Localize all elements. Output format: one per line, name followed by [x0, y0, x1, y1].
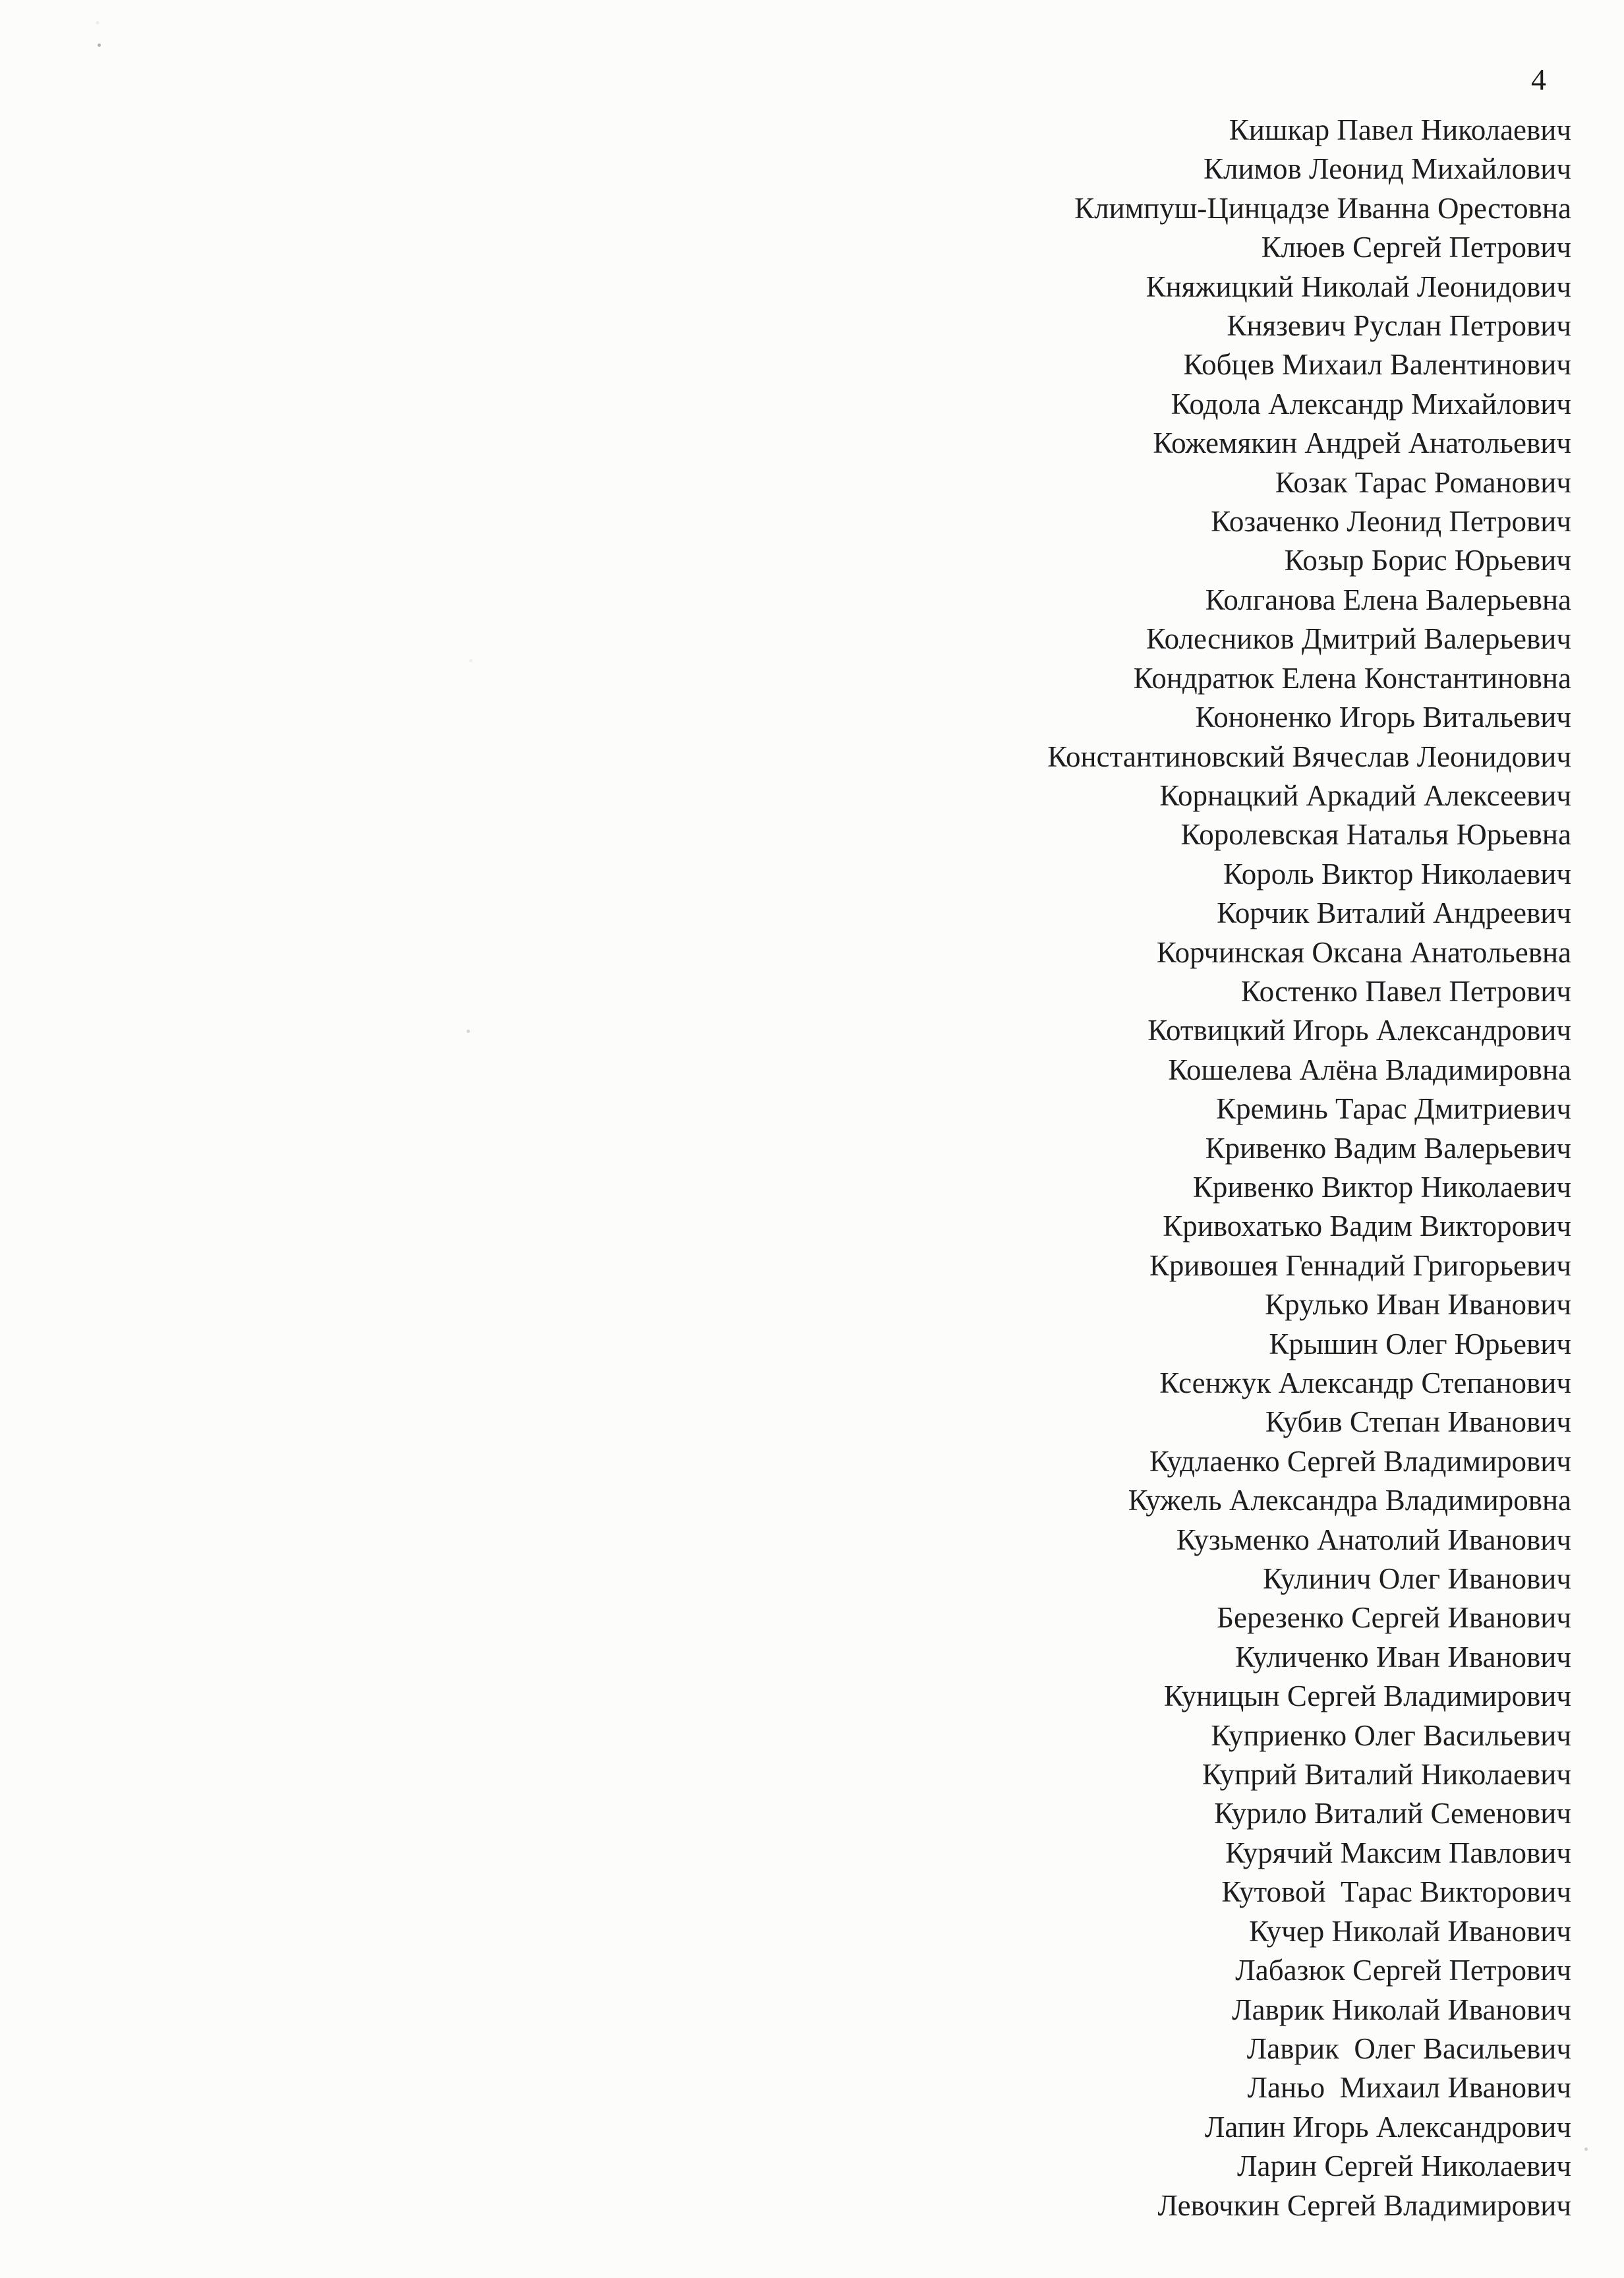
list-item: Березенко Сергей Иванович	[1217, 1601, 1571, 1635]
list-item: Кондратюк Елена Константиновна	[1133, 661, 1571, 695]
list-item: Куницын Сергей Владимирович	[1163, 1679, 1571, 1713]
list-item: Корнацкий Аркадий Алексеевич	[1159, 778, 1571, 812]
list-item: Кононенко Игорь Витальевич	[1195, 701, 1571, 734]
list-item: Лабазюк Сергей Петрович	[1235, 1954, 1571, 1987]
list-item: Кудлаенко Сергей Владимирович	[1149, 1444, 1571, 1478]
list-item: Котвицкий Игорь Александрович	[1147, 1014, 1571, 1047]
list-item: Костенко Павел Петрович	[1240, 974, 1571, 1008]
page-number: 4	[1531, 63, 1546, 96]
list-item: Крышин Олег Юрьевич	[1269, 1327, 1571, 1360]
scan-speckle	[1584, 2147, 1588, 2151]
list-item: Кужель Александра Владимировна	[1128, 1484, 1571, 1517]
list-item: Креминь Тарас Дмитриевич	[1216, 1092, 1571, 1126]
list-item: Клюев Сергей Петрович	[1261, 231, 1571, 264]
list-item: Кожемякин Андрей Анатольевич	[1153, 426, 1571, 460]
list-item: Княжицкий Николай Леонидович	[1146, 270, 1571, 303]
list-item: Климпуш-Цинцадзе Иванна Орестовна	[1074, 191, 1571, 225]
list-item: Колесников Дмитрий Валерьевич	[1146, 622, 1571, 656]
list-item: Куприй Виталий Николаевич	[1202, 1758, 1571, 1792]
list-item: Кузьменко Анатолий Иванович	[1176, 1523, 1571, 1556]
list-item: Ланьо Михаил Иванович	[1247, 2071, 1571, 2105]
list-item: Колганова Елена Валерьевна	[1205, 583, 1571, 616]
list-item: Князевич Руслан Петрович	[1227, 309, 1571, 343]
list-item: Кривошея Геннадий Григорьевич	[1149, 1248, 1571, 1282]
list-item: Куприенко Олег Васильевич	[1211, 1718, 1571, 1752]
list-item: Козаченко Леонид Петрович	[1211, 505, 1571, 539]
list-item: Кубив Степан Иванович	[1265, 1405, 1571, 1439]
list-item: Ксенжук Александр Степанович	[1159, 1366, 1571, 1399]
list-item: Кривенко Виктор Николаевич	[1192, 1170, 1571, 1204]
list-item: Кошелева Алёна Владимировна	[1168, 1053, 1571, 1086]
scan-speckle	[98, 44, 101, 47]
list-item: Король Виктор Николаевич	[1223, 857, 1571, 891]
list-item: Лаврик Олег Васильевич	[1246, 2031, 1571, 2065]
list-item: Куличенко Иван Иванович	[1235, 1640, 1571, 1674]
list-item: Кутовой Тарас Викторович	[1221, 1875, 1571, 1909]
list-item: Козыр Борис Юрьевич	[1284, 544, 1571, 577]
list-item: Кулинич Олег Иванович	[1262, 1562, 1571, 1596]
list-item: Кучер Николай Иванович	[1249, 1914, 1571, 1948]
list-item: Корчинская Оксана Анатольевна	[1156, 935, 1571, 969]
list-item: Константиновский Вячеслав Леонидович	[1047, 740, 1571, 773]
list-item: Кривохатько Вадим Викторович	[1163, 1210, 1571, 1243]
list-item: Лаврик Николай Иванович	[1232, 1993, 1571, 2026]
list-item: Корчик Виталий Андреевич	[1217, 896, 1571, 930]
list-item: Курячий Максим Павлович	[1225, 1836, 1571, 1869]
list-item: Климов Леонид Михайлович	[1204, 152, 1571, 186]
list-item: Ларин Сергей Николаевич	[1236, 2149, 1571, 2183]
list-item: Кривенко Вадим Валерьевич	[1205, 1131, 1571, 1165]
list-item: Левочкин Сергей Владимирович	[1157, 2188, 1571, 2222]
list-item: Кобцев Михаил Валентинович	[1183, 348, 1571, 382]
list-item: Королевская Наталья Юрьевна	[1180, 818, 1571, 852]
list-item: Кишкар Павел Николаевич	[1229, 113, 1571, 146]
names-list	[53, 111, 1571, 2225]
list-item: Лапин Игорь Александрович	[1204, 2110, 1571, 2144]
list-item: Кодола Александр Михайлович	[1171, 387, 1571, 421]
list-item: Козак Тарас Романович	[1275, 465, 1571, 499]
list-item: Курило Виталий Семенович	[1214, 1797, 1571, 1830]
list-item: Крулько Иван Иванович	[1265, 1288, 1571, 1322]
